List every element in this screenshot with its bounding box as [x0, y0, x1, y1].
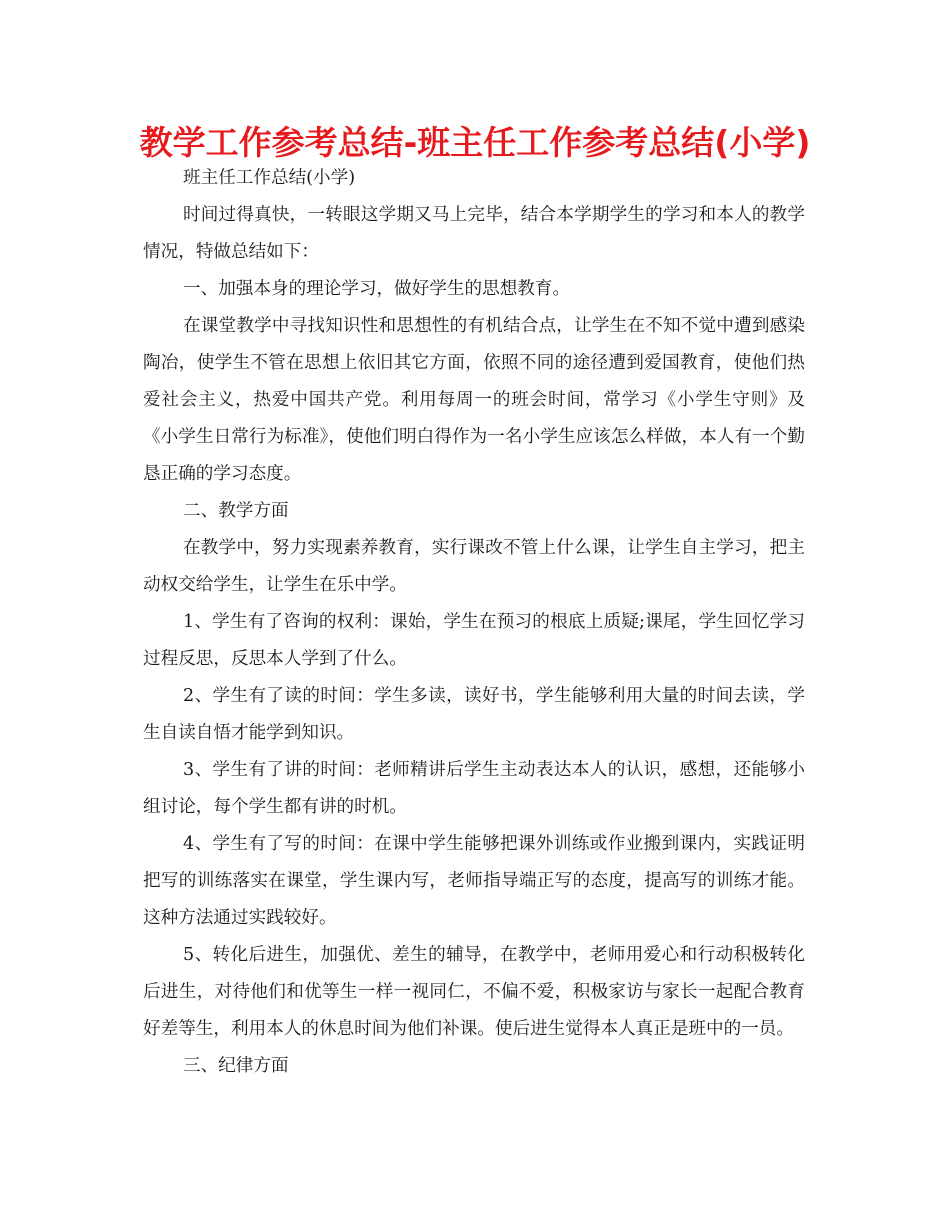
- document-title: 教学工作参考总结-班主任工作参考总结(小学): [139, 123, 811, 162]
- section-heading-1: 一、加强本身的理论学习，做好学生的思想教育。: [183, 279, 571, 299]
- intro-paragraph: 时间过得真快，一转眼这学期又马上完毕，结合本学期学生的学习和本人的教学情况，特做总结如下：: [143, 205, 805, 262]
- list-item-5: 5、转化后进生，加强优、差生的辅导，在教学中，老师用爱心和行动积极转化后进生，对待他们和优等生一样一视同仁，不偏不爱，积极家访与家长一起配合教育好差等生，利用本人的休息时间为他们补课。使后进生觉得本人真正是班中的一员。: [143, 945, 805, 1039]
- document-body: [143, 160, 805, 1085]
- body-paragraph: 在教学中，努力实现素养教育，实行课改不管上什么课，让学生自主学习，把主动权交给学生，让学生在乐中学。: [143, 538, 805, 595]
- list-item-3: 3、学生有了讲的时间：老师精讲后学生主动表达本人的认识，感想，还能够小组讨论，每个学生都有讲的时机。: [143, 760, 805, 817]
- subtitle-paragraph: 班主任工作总结(小学): [183, 168, 356, 188]
- list-item-2: 2、学生有了读的时间：学生多读，读好书，学生能够利用大量的时间去读，学生自读自悟才能学到知识。: [143, 686, 805, 743]
- body-paragraph: 在课堂教学中寻找知识性和思想性的有机结合点，让学生在不知不觉中遭到感染陶冶，使学生不管在思想上依旧其它方面，依照不同的途径遭到爱国教育，使他们热爱社会主义，热爱中国共产党。利用每周一的班会时间，常学习《小学生守则》及《小学生日常行为标准》，使他们明白得作为一名小学生应该怎么样做，本人有一个勤恳正确的学习态度。: [143, 316, 805, 484]
- list-item-4: 4、学生有了写的时间：在课中学生能够把课外训练或作业搬到课内，实践证明把写的训练落实在课堂，学生课内写，老师指导端正写的态度，提高写的训练才能。这种方法通过实践较好。: [143, 834, 805, 928]
- list-item-1: 1、学生有了咨询的权利：课始，学生在预习的根底上质疑;课尾，学生回忆学习过程反思，反思本人学到了什么。: [143, 612, 805, 669]
- section-heading-2: 二、教学方面: [183, 501, 289, 521]
- section-heading-3: 三、纪律方面: [183, 1056, 289, 1076]
